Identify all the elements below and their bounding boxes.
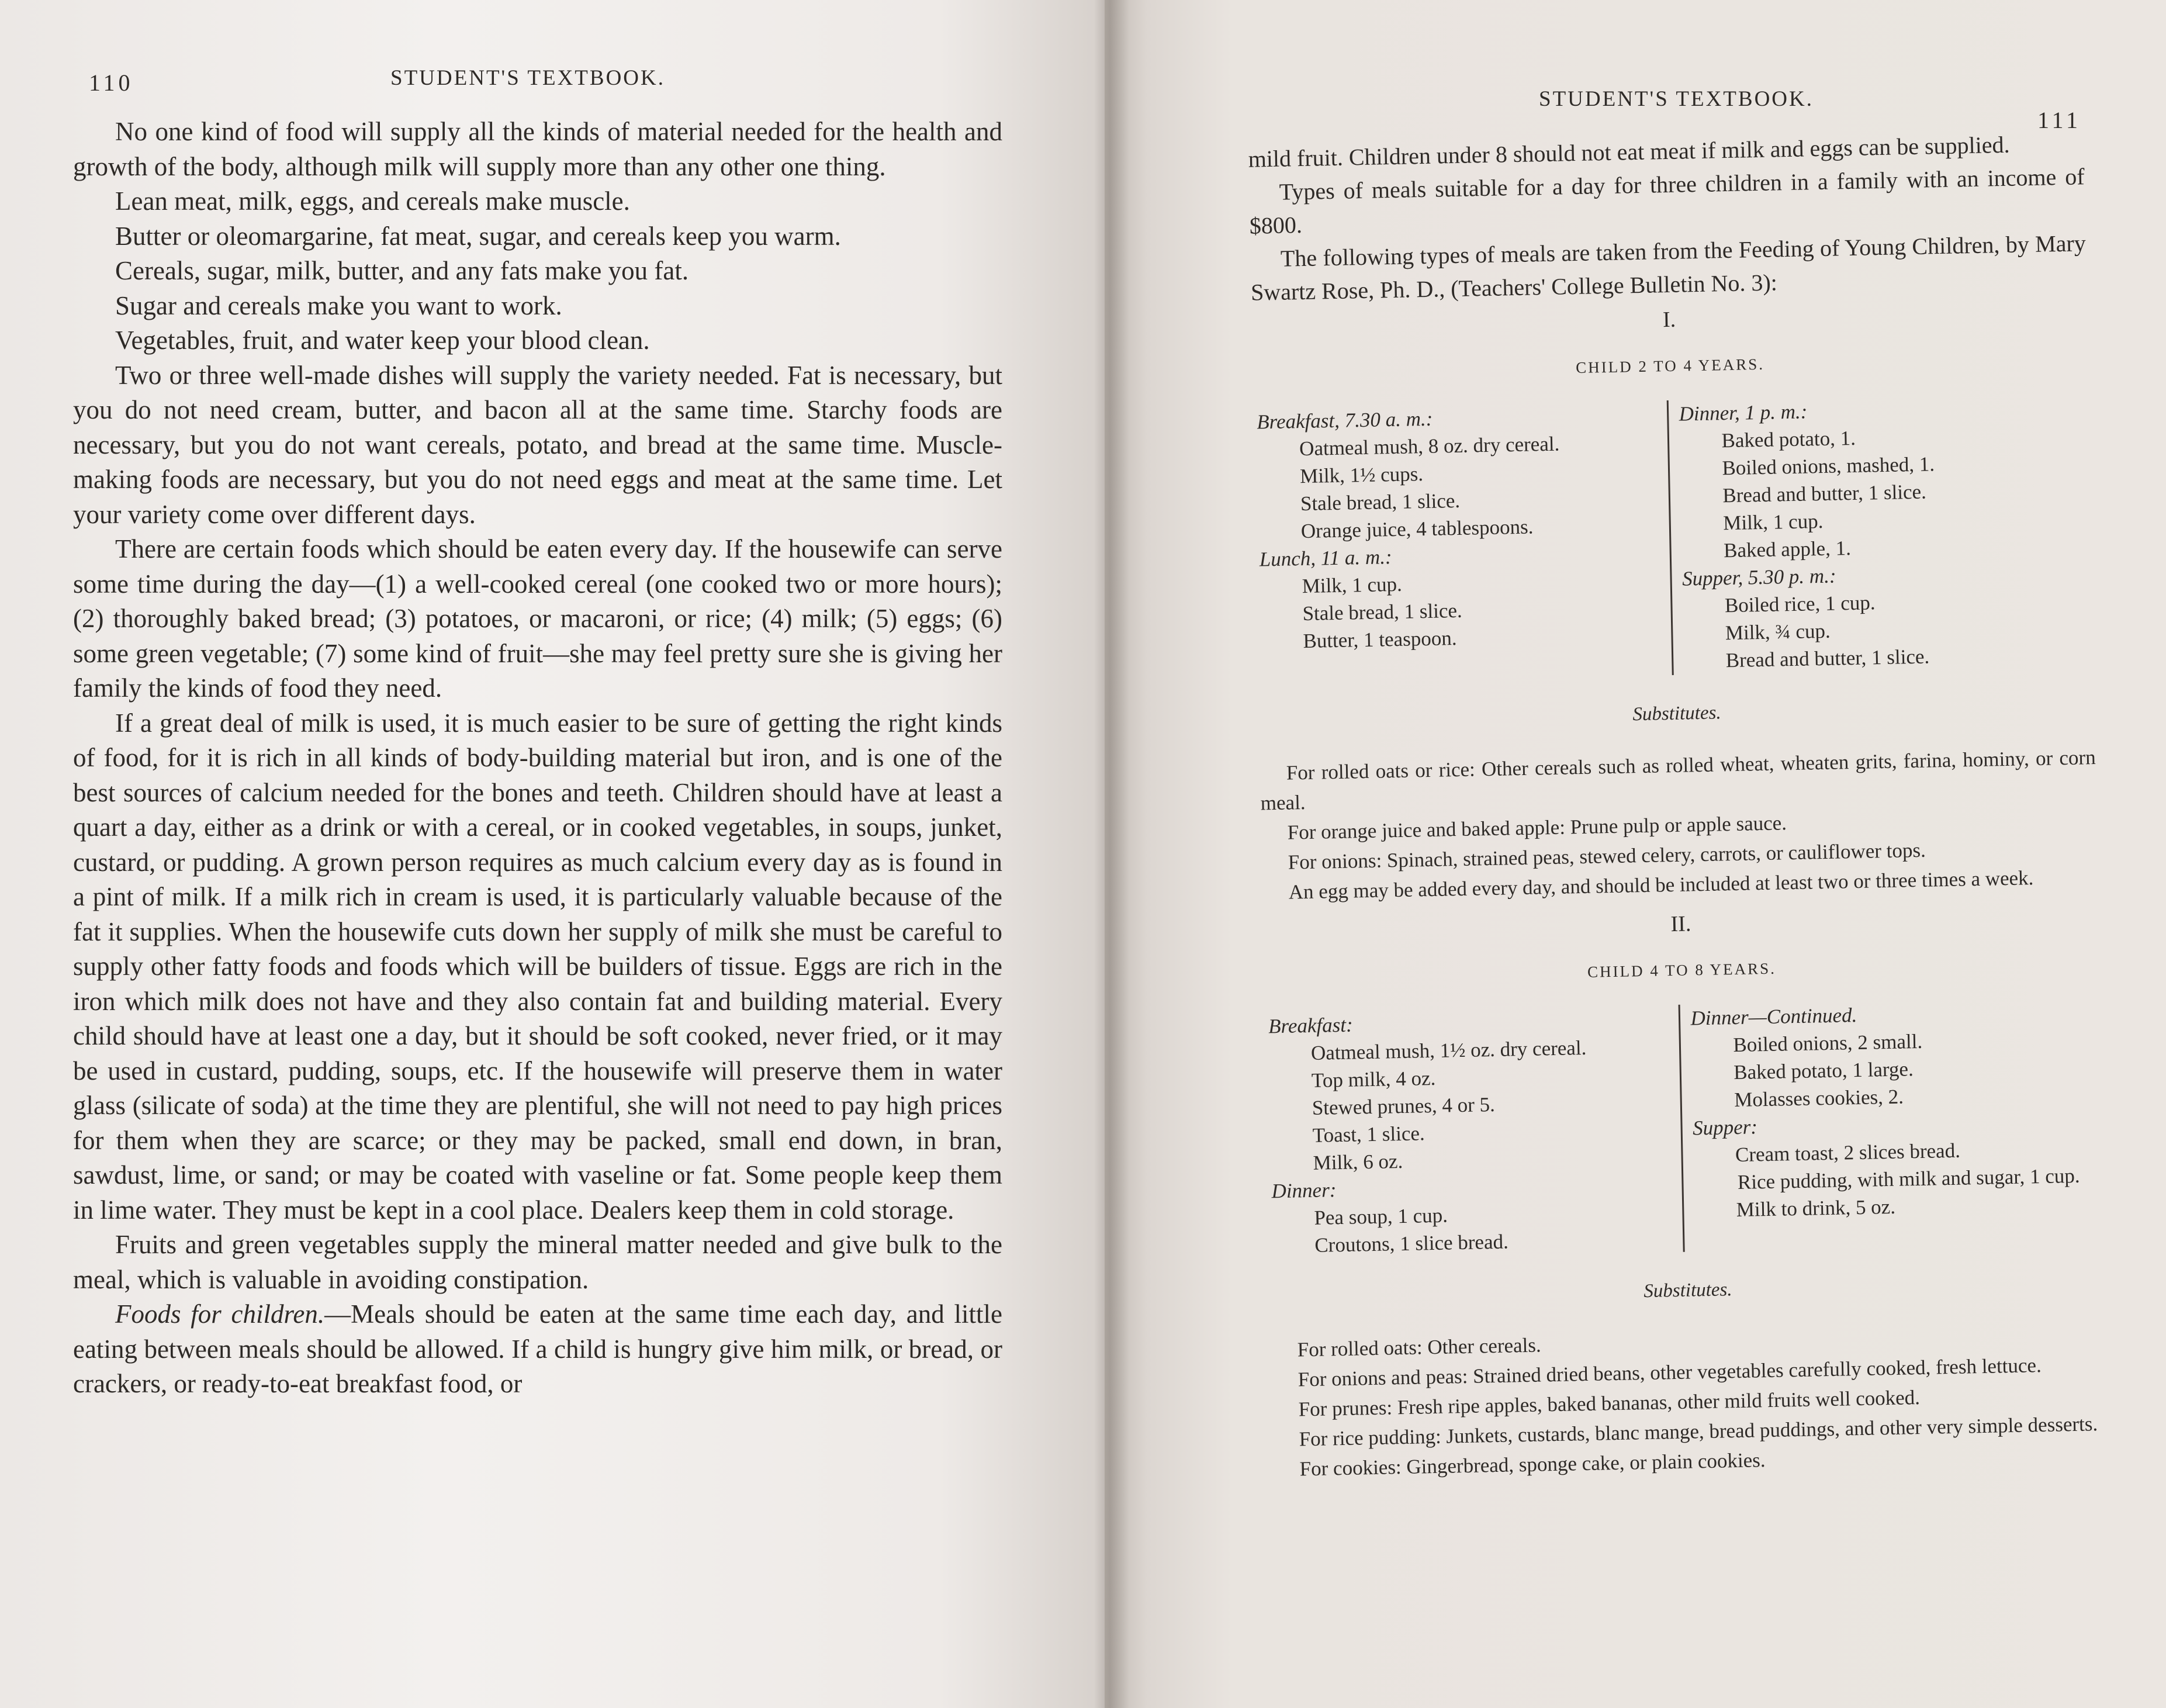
paragraph: Lean meat, milk, eggs, and cereals make muscle. (115, 186, 630, 216)
meal-item: Pea soup, 1 cup. (1314, 1204, 1448, 1229)
meal-item: Baked potato, 1 large. (1733, 1057, 1914, 1084)
substitute-entry: For onions and peas: Strained dried beans, other vegetables carefully cooked, fresh lettuce. (1297, 1354, 2042, 1391)
meal-item: Bread and butter, 1 slice. (1725, 645, 1930, 672)
meal-item: Milk to drink, 5 oz. (1736, 1195, 1896, 1222)
meal-item: Cream toast, 2 slices bread. (1735, 1139, 1961, 1167)
meal-item: Molasses cookies, 2. (1734, 1085, 1904, 1112)
right-body-text (1248, 131, 2098, 1481)
section-numeral: I. (1662, 307, 1676, 333)
paragraph: No one kind of food will supply all the kinds of material needed for the health and growth of the body, although milk will supply more than any other one thing. (73, 117, 1002, 181)
paragraph: Butter or oleomargarine, fat meat, sugar, and cereals keep you warm. (115, 221, 841, 251)
meal-heading: Lunch, 11 a. m.: (1259, 545, 1393, 571)
meal-item: Boiled onions, 2 small. (1733, 1029, 1923, 1057)
running-head: STUDENT'S TEXTBOOK. (390, 66, 665, 90)
meal-heading: Dinner, 1 p. m.: (1679, 400, 1808, 426)
paragraph: Cereals, sugar, milk, butter, and any fats make you fat. (115, 256, 689, 285)
meal-item: Butter, 1 teaspoon. (1303, 627, 1457, 653)
meal-heading: Breakfast, 7.30 a. m.: (1256, 407, 1433, 434)
meal-item: Top milk, 4 oz. (1311, 1066, 1436, 1092)
paragraph: Sugar and cereals make you want to work. (115, 291, 562, 320)
substitutes-heading: Substitutes. (1643, 1279, 1732, 1302)
meal-item: Boiled rice, 1 cup. (1724, 591, 1876, 617)
section-caption: CHILD 2 TO 4 YEARS. (1575, 355, 1765, 377)
meal-item: Milk, 1 cup. (1722, 509, 1824, 535)
substitutes-list (1260, 742, 2098, 907)
meal-item: Milk, ¾ cup. (1725, 619, 1831, 645)
paragraph (73, 1297, 1002, 1402)
meal-column-left (1265, 1005, 1683, 1260)
paragraph: Two or three well-made dishes will supply the variety needed. Fat is necessary, but you do not need cream, butter, and bacon all at the same time. Starchy foods are necessary, but you do not want cereals, potato, and bread at the same time. Muscle-making foods are necessary, but you do not need eggs and meat at the same time. Let your variety come over different days. (73, 360, 1002, 529)
meal-column-right (1678, 997, 2105, 1252)
meal-item: Boiled onions, mashed, 1. (1722, 452, 1935, 480)
substitutes-list (1271, 1319, 2109, 1484)
right-text-block (1248, 126, 2109, 1484)
substitutes-heading: Substitutes. (1632, 702, 1721, 725)
running-head: STUDENT'S TEXTBOOK. (1539, 87, 1814, 111)
meal-item: Stewed prunes, 4 or 5. (1312, 1092, 1496, 1119)
meal-item: Milk, 6 oz. (1313, 1149, 1403, 1174)
substitute-entry: For rolled oats or rice: Other cereals such as rolled wheat, wheaten grits, farina, hominy, or corn meal. (1260, 746, 2096, 815)
meal-item: Rice pudding, with milk and sugar, 1 cup. (1737, 1164, 2080, 1194)
meal-plan-table (1253, 392, 2094, 683)
meal-item: Toast, 1 slice. (1312, 1122, 1425, 1147)
paragraph: If a great deal of milk is used, it is much easier to be sure of getting the right kinds of food, for it is rich in all kinds of body-building material but iron, and is one of the best sources of calcium needed for the bones and teeth. Children should have at least a quart a day, either as a drink or with a cereal, or in cooked vegetables, in soups, junket, custard, or pudding. A grown person requires as much calcium every day as is found in a pint of milk. If a milk rich in cream is used, it is particularly valuable because of the fat it supplies. When the housewife cuts down her supply of milk she must be careful to supply other fatty foods and foods which will be builders of tissue. Eggs are rich in the iron which milk does not have and they also contain fat and building material. Every child should have at least one a day, but it should be soft cooked, never fried, or it may be used in custard, pudding, soups, etc. If the housewife will preserve them in water glass (silicate of soda) at the time they are plentiful, she will not need to pay high prices for them when they are scarce; or they may be packed, small end down, in bran, sawdust, lime, or sand; or may be coated with vaseline or fat. Some people keep them in lime water. They must be kept in a cool place. Dealers keep them in cold storage. (73, 708, 1002, 1225)
meal-item: Milk, 1 cup. (1302, 572, 1403, 598)
paragraph: Types of meals suitable for a day for three children in a family with an income of $800. (1249, 163, 2085, 239)
substitute-entry: For rolled oats: Other cereals. (1297, 1333, 1542, 1361)
meal-item: Oatmeal mush, 1½ oz. dry cereal. (1310, 1036, 1587, 1064)
page-number: 110 (89, 70, 134, 96)
meal-column-left (1253, 400, 1672, 683)
paragraph: Vegetables, fruit, and water keep your blood clean. (115, 326, 650, 355)
meal-item: Baked apple, 1. (1723, 537, 1852, 562)
book-gutter (1094, 0, 1129, 1708)
paragraph: The following types of meals are taken from the Feeding of Young Children, by Mary Swartz Rose, Ph. D., (Teachers' College Bulletin No. 3): (1250, 230, 2087, 306)
meal-heading: Dinner: (1271, 1178, 1337, 1203)
meal-item: Stale bread, 1 slice. (1300, 489, 1461, 516)
paragraph: There are certain foods which should be eaten every day. If the housewife can serve some time during the day—(1) a well-cooked cereal (one cooked two or more hours); (2) thoroughly baked bread; (3) potatoes, or macaroni, or rice; (4) milk; (5) eggs; (6) some green vegetable; (7) some kind of fruit—she may feel pretty sure she is giving her family the kinds of food they need. (73, 534, 1002, 703)
meal-item: Baked potato, 1. (1721, 426, 1856, 452)
meal-item: Bread and butter, 1 slice. (1722, 480, 1927, 507)
page-number: 111 (2037, 107, 2082, 133)
substitute-entry: For prunes: Fresh ripe apples, baked bananas, other mild fruits well cooked. (1298, 1386, 1921, 1421)
meal-heading: Dinner—Continued. (1690, 1003, 1857, 1030)
substitute-entry: An egg may be added every day, and should be included at least two or three times a week. (1288, 866, 2034, 904)
meal-heading: Supper: (1692, 1115, 1758, 1140)
substitute-entry: For orange juice and baked apple: Prune pulp or apple sauce. (1287, 811, 1787, 844)
substitute-entry: For cookies: Gingerbread, sponge cake, or plain cookies. (1299, 1448, 1766, 1481)
section-numeral: II. (1670, 911, 1691, 937)
substitute-entry: For rice pudding: Junkets, custards, blanc mange, bread puddings, and other very simple desserts. (1299, 1412, 2098, 1451)
meal-heading: Supper, 5.30 p. m.: (1681, 564, 1836, 590)
paragraph: mild fruit. Children under 8 should not eat meat if milk and eggs can be supplied. (1248, 131, 2010, 172)
meal-heading: Breakfast: (1268, 1013, 1354, 1038)
meal-item: Orange juice, 4 tablespoons. (1300, 515, 1534, 543)
meal-column-right (1666, 392, 2094, 675)
paragraph: Fruits and green vegetables supply the mineral matter needed and give bulk to the meal, which is valuable in avoiding constipation. (73, 1230, 1002, 1294)
meal-item: Milk, 1½ cups. (1299, 462, 1424, 488)
meal-item: Stale bread, 1 slice. (1302, 599, 1463, 625)
meal-plan-table (1265, 997, 2105, 1260)
section-caption: CHILD 4 TO 8 YEARS. (1587, 959, 1777, 981)
meal-item: Croutons, 1 slice bread. (1314, 1230, 1509, 1257)
paragraph-rest: —Meals should be eaten at the same time each day, and little eating between meals should be allowed. If a child is hungry give him milk, or bread, or crackers, or ready-to-eat breakfast food, or (73, 1299, 1002, 1398)
substitute-entry: For onions: Spinach, strained peas, stewed celery, carrots, or cauliflower tops. (1288, 838, 1926, 874)
italic-lead: Foods for children. (115, 1299, 325, 1329)
meal-item: Oatmeal mush, 8 oz. dry cereal. (1299, 432, 1560, 461)
left-body-text (73, 115, 1002, 1402)
